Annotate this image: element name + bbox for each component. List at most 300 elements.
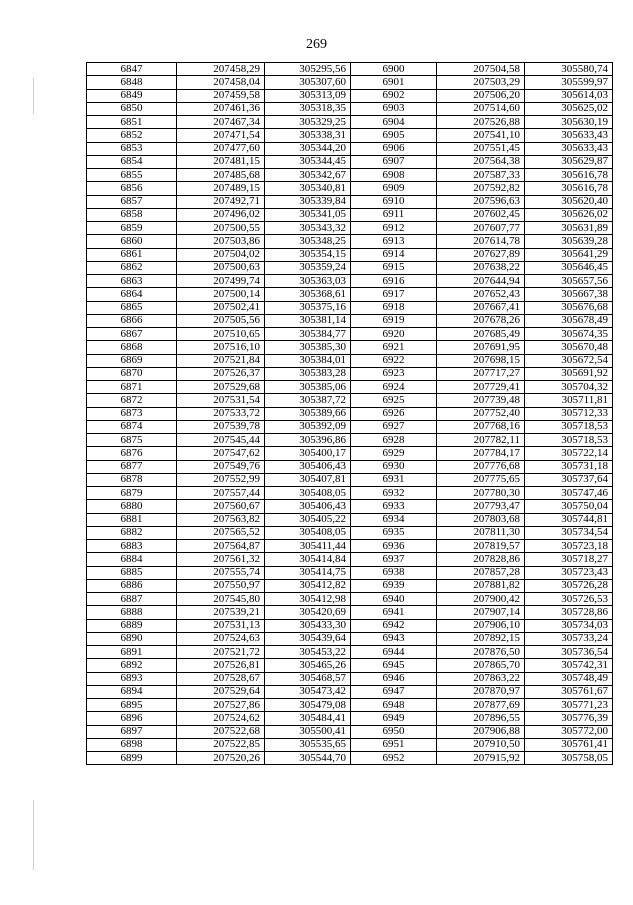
coordinate-cell: 305392,09 <box>265 420 351 433</box>
table-row <box>87 420 613 433</box>
table-row <box>87 593 613 606</box>
coordinate-cell: 305389,66 <box>265 407 351 420</box>
coordinate-cell: 207776,68 <box>437 460 525 473</box>
point-number-cell: 6952 <box>351 752 437 765</box>
coordinate-cell: 207499,74 <box>177 275 265 288</box>
table-row <box>87 248 613 261</box>
coordinate-cell: 207698,15 <box>437 354 525 367</box>
coordinate-cell: 305718,53 <box>525 420 613 433</box>
table-row <box>87 288 613 301</box>
coordinate-cell: 305384,01 <box>265 354 351 367</box>
coordinate-cell: 207541,10 <box>437 129 525 142</box>
coordinate-cell: 305343,32 <box>265 222 351 235</box>
coordinate-cell: 207477,60 <box>177 142 265 155</box>
coordinate-cell: 207557,44 <box>177 487 265 500</box>
coordinate-cell: 207524,63 <box>177 632 265 645</box>
coordinate-cell: 207527,86 <box>177 699 265 712</box>
coordinate-cell: 305616,78 <box>525 169 613 182</box>
table-row <box>87 341 613 354</box>
coordinate-cell: 207516,10 <box>177 341 265 354</box>
coordinate-cell: 305736,54 <box>525 646 613 659</box>
coordinate-cell: 207652,43 <box>437 288 525 301</box>
coordinate-cell: 305670,48 <box>525 341 613 354</box>
coordinate-cell: 207545,80 <box>177 593 265 606</box>
coordinate-cell: 305614,03 <box>525 89 613 102</box>
point-number-cell: 6946 <box>351 672 437 685</box>
point-number-cell: 6940 <box>351 593 437 606</box>
point-number-cell: 6887 <box>87 593 177 606</box>
point-number-cell: 6921 <box>351 341 437 354</box>
table-row <box>87 473 613 486</box>
coordinate-cell: 305704,32 <box>525 381 613 394</box>
table-row <box>87 76 613 89</box>
table-row <box>87 63 613 76</box>
coordinate-cell: 305723,18 <box>525 540 613 553</box>
coordinate-cell: 305758,05 <box>525 752 613 765</box>
point-number-cell: 6918 <box>351 301 437 314</box>
point-number-cell: 6889 <box>87 619 177 632</box>
coordinate-cell: 207811,30 <box>437 526 525 539</box>
coordinate-cell: 207896,55 <box>437 712 525 725</box>
table-row <box>87 712 613 725</box>
table-row <box>87 553 613 566</box>
coordinate-cell: 305657,56 <box>525 275 613 288</box>
point-number-cell: 6895 <box>87 699 177 712</box>
coordinate-cell: 207551,45 <box>437 142 525 155</box>
table-row <box>87 513 613 526</box>
coordinate-cell: 305414,75 <box>265 566 351 579</box>
coordinate-cell: 305479,08 <box>265 699 351 712</box>
coordinate-cell: 207752,40 <box>437 407 525 420</box>
point-number-cell: 6856 <box>87 182 177 195</box>
point-number-cell: 6861 <box>87 248 177 261</box>
coordinate-cell: 207481,15 <box>177 155 265 168</box>
table-row <box>87 434 613 447</box>
coordinate-cell: 207521,84 <box>177 354 265 367</box>
point-number-cell: 6920 <box>351 328 437 341</box>
point-number-cell: 6880 <box>87 500 177 513</box>
coordinate-cell: 207502,41 <box>177 301 265 314</box>
coordinate-cell: 305387,72 <box>265 394 351 407</box>
point-number-cell: 6904 <box>351 116 437 129</box>
point-number-cell: 6912 <box>351 222 437 235</box>
coordinate-cell: 305750,04 <box>525 500 613 513</box>
coordinate-cell: 207528,67 <box>177 672 265 685</box>
coordinate-cell: 207520,26 <box>177 752 265 765</box>
coordinate-cell: 207458,29 <box>177 63 265 76</box>
coordinate-cell: 207644,94 <box>437 275 525 288</box>
coordinate-cell: 305667,38 <box>525 288 613 301</box>
coordinate-cell: 207555,74 <box>177 566 265 579</box>
point-number-cell: 6922 <box>351 354 437 367</box>
point-number-cell: 6855 <box>87 169 177 182</box>
coordinate-cell: 305776,39 <box>525 712 613 725</box>
point-number-cell: 6909 <box>351 182 437 195</box>
table-row <box>87 89 613 102</box>
coordinate-cell: 207526,88 <box>437 116 525 129</box>
table-row <box>87 394 613 407</box>
point-number-cell: 6884 <box>87 553 177 566</box>
coordinate-cell: 305761,41 <box>525 738 613 751</box>
table-row <box>87 566 613 579</box>
coordinate-cell: 305384,77 <box>265 328 351 341</box>
coordinate-cell: 305728,86 <box>525 606 613 619</box>
coordinate-cell: 207504,02 <box>177 248 265 261</box>
coordinate-cell: 207526,37 <box>177 367 265 380</box>
point-number-cell: 6870 <box>87 367 177 380</box>
coordinate-cell: 305771,23 <box>525 699 613 712</box>
point-number-cell: 6931 <box>351 473 437 486</box>
point-number-cell: 6848 <box>87 76 177 89</box>
coordinate-cell: 207492,71 <box>177 195 265 208</box>
coordinate-cell: 207819,57 <box>437 540 525 553</box>
point-number-cell: 6938 <box>351 566 437 579</box>
coordinate-cell: 207638,22 <box>437 261 525 274</box>
coordinate-cell: 305439,64 <box>265 632 351 645</box>
coordinate-cell: 305629,87 <box>525 155 613 168</box>
coordinate-cell: 207522,85 <box>177 738 265 751</box>
coordinate-cell: 207500,55 <box>177 222 265 235</box>
coordinate-cell: 305363,03 <box>265 275 351 288</box>
point-number-cell: 6858 <box>87 208 177 221</box>
point-number-cell: 6928 <box>351 434 437 447</box>
coordinate-cell: 207877,69 <box>437 699 525 712</box>
coordinate-cell: 207739,48 <box>437 394 525 407</box>
point-number-cell: 6871 <box>87 381 177 394</box>
coordinate-cell: 207775,65 <box>437 473 525 486</box>
coordinate-cell: 305465,26 <box>265 659 351 672</box>
table-row <box>87 116 613 129</box>
coordinate-cell: 305383,28 <box>265 367 351 380</box>
point-number-cell: 6867 <box>87 328 177 341</box>
point-number-cell: 6890 <box>87 632 177 645</box>
coordinate-cell: 305633,43 <box>525 142 613 155</box>
point-number-cell: 6865 <box>87 301 177 314</box>
coordinate-cell: 207503,86 <box>177 235 265 248</box>
coordinate-cell: 305412,82 <box>265 579 351 592</box>
table-row <box>87 129 613 142</box>
coordinate-cell: 305633,43 <box>525 129 613 142</box>
coordinate-cell: 305535,65 <box>265 738 351 751</box>
coordinate-cell: 207717,27 <box>437 367 525 380</box>
table-row <box>87 367 613 380</box>
table-row <box>87 540 613 553</box>
coordinate-cell: 207667,41 <box>437 301 525 314</box>
coordinate-cell: 207876,50 <box>437 646 525 659</box>
point-number-cell: 6900 <box>351 63 437 76</box>
coordinate-cell: 207524,62 <box>177 712 265 725</box>
table-row <box>87 646 613 659</box>
point-number-cell: 6917 <box>351 288 437 301</box>
point-number-cell: 6903 <box>351 102 437 115</box>
table-row <box>87 142 613 155</box>
table-row <box>87 407 613 420</box>
coordinate-cell: 305412,98 <box>265 593 351 606</box>
coordinate-cell: 207506,20 <box>437 89 525 102</box>
point-number-cell: 6852 <box>87 129 177 142</box>
coordinate-cell: 207857,28 <box>437 566 525 579</box>
point-number-cell: 6929 <box>351 447 437 460</box>
coordinate-cell: 207560,67 <box>177 500 265 513</box>
point-number-cell: 6910 <box>351 195 437 208</box>
point-number-cell: 6908 <box>351 169 437 182</box>
coordinate-cell: 305712,33 <box>525 407 613 420</box>
coordinate-cell: 305344,45 <box>265 155 351 168</box>
point-number-cell: 6935 <box>351 526 437 539</box>
point-number-cell: 6939 <box>351 579 437 592</box>
coordinate-cell: 207547,62 <box>177 447 265 460</box>
point-number-cell: 6914 <box>351 248 437 261</box>
point-number-cell: 6899 <box>87 752 177 765</box>
coordinates-table-body <box>87 63 613 765</box>
coordinate-cell: 305318,35 <box>265 102 351 115</box>
table-row <box>87 301 613 314</box>
coordinate-cell: 207793,47 <box>437 500 525 513</box>
coordinate-cell: 207522,68 <box>177 725 265 738</box>
coordinate-cell: 305734,54 <box>525 526 613 539</box>
coordinate-cell: 305473,42 <box>265 685 351 698</box>
coordinate-cell: 305772,00 <box>525 725 613 738</box>
coordinate-cell: 305641,29 <box>525 248 613 261</box>
point-number-cell: 6950 <box>351 725 437 738</box>
coordinate-cell: 305381,14 <box>265 314 351 327</box>
coordinate-cell: 305340,81 <box>265 182 351 195</box>
table-row <box>87 195 613 208</box>
coordinate-cell: 207514,60 <box>437 102 525 115</box>
point-number-cell: 6913 <box>351 235 437 248</box>
coordinate-cell: 305484,41 <box>265 712 351 725</box>
coordinate-cell: 207552,99 <box>177 473 265 486</box>
coordinate-cell: 305414,84 <box>265 553 351 566</box>
coordinate-cell: 305718,27 <box>525 553 613 566</box>
table-row <box>87 328 613 341</box>
point-number-cell: 6925 <box>351 394 437 407</box>
point-number-cell: 6941 <box>351 606 437 619</box>
table-row <box>87 725 613 738</box>
point-number-cell: 6930 <box>351 460 437 473</box>
table-row <box>87 275 613 288</box>
coordinate-cell: 207915,92 <box>437 752 525 765</box>
coordinate-cell: 207561,32 <box>177 553 265 566</box>
coordinate-cell: 305396,86 <box>265 434 351 447</box>
coordinate-cell: 305722,14 <box>525 447 613 460</box>
coordinate-cell: 305672,54 <box>525 354 613 367</box>
coordinate-cell: 305748,49 <box>525 672 613 685</box>
coordinate-cell: 305625,02 <box>525 102 613 115</box>
coordinate-cell: 207768,16 <box>437 420 525 433</box>
coordinate-cell: 305406,43 <box>265 460 351 473</box>
coordinate-cell: 207678,26 <box>437 314 525 327</box>
coordinate-cell: 207505,56 <box>177 314 265 327</box>
coordinate-cell: 207906,88 <box>437 725 525 738</box>
coordinate-cell: 305354,15 <box>265 248 351 261</box>
coordinate-cell: 207729,41 <box>437 381 525 394</box>
coordinate-cell: 207828,86 <box>437 553 525 566</box>
coordinate-cell: 305678,49 <box>525 314 613 327</box>
coordinate-cell: 305747,46 <box>525 487 613 500</box>
coordinate-cell: 305620,40 <box>525 195 613 208</box>
table-row <box>87 314 613 327</box>
coordinate-cell: 305295,56 <box>265 63 351 76</box>
coordinate-cell: 207863,22 <box>437 672 525 685</box>
point-number-cell: 6902 <box>351 89 437 102</box>
table-row <box>87 685 613 698</box>
point-number-cell: 6850 <box>87 102 177 115</box>
coordinate-cell: 207545,44 <box>177 434 265 447</box>
table-row <box>87 632 613 645</box>
point-number-cell: 6892 <box>87 659 177 672</box>
point-number-cell: 6949 <box>351 712 437 725</box>
point-number-cell: 6878 <box>87 473 177 486</box>
point-number-cell: 6876 <box>87 447 177 460</box>
table-row <box>87 235 613 248</box>
table-row <box>87 182 613 195</box>
coordinate-cell: 207471,54 <box>177 129 265 142</box>
point-number-cell: 6882 <box>87 526 177 539</box>
point-number-cell: 6915 <box>351 261 437 274</box>
coordinate-cell: 207907,14 <box>437 606 525 619</box>
coordinate-cell: 207596,63 <box>437 195 525 208</box>
coordinate-cell: 207602,45 <box>437 208 525 221</box>
coordinate-cell: 207531,13 <box>177 619 265 632</box>
coordinate-cell: 207881,82 <box>437 579 525 592</box>
coordinate-cell: 207691,95 <box>437 341 525 354</box>
point-number-cell: 6923 <box>351 367 437 380</box>
coordinate-cell: 305500,41 <box>265 725 351 738</box>
coordinate-cell: 207900,42 <box>437 593 525 606</box>
point-number-cell: 6937 <box>351 553 437 566</box>
coordinate-cell: 305734,03 <box>525 619 613 632</box>
point-number-cell: 6873 <box>87 407 177 420</box>
table-row <box>87 619 613 632</box>
point-number-cell: 6874 <box>87 420 177 433</box>
coordinate-cell: 305433,30 <box>265 619 351 632</box>
coordinate-cell: 305359,24 <box>265 261 351 274</box>
point-number-cell: 6883 <box>87 540 177 553</box>
coordinate-cell: 305341,05 <box>265 208 351 221</box>
table-row <box>87 738 613 751</box>
table-row <box>87 460 613 473</box>
table-row <box>87 354 613 367</box>
coordinate-cell: 207592,82 <box>437 182 525 195</box>
point-number-cell: 6948 <box>351 699 437 712</box>
coordinate-cell: 207685,49 <box>437 328 525 341</box>
point-number-cell: 6943 <box>351 632 437 645</box>
coordinate-cell: 207510,65 <box>177 328 265 341</box>
table-row <box>87 659 613 672</box>
table-row <box>87 155 613 168</box>
coordinate-cell: 207539,78 <box>177 420 265 433</box>
coordinate-cell: 207531,54 <box>177 394 265 407</box>
point-number-cell: 6933 <box>351 500 437 513</box>
coordinate-cell: 207539,21 <box>177 606 265 619</box>
coordinate-cell: 305329,25 <box>265 116 351 129</box>
point-number-cell: 6881 <box>87 513 177 526</box>
coordinate-cell: 207564,87 <box>177 540 265 553</box>
point-number-cell: 6893 <box>87 672 177 685</box>
point-number-cell: 6927 <box>351 420 437 433</box>
point-number-cell: 6857 <box>87 195 177 208</box>
point-number-cell: 6851 <box>87 116 177 129</box>
point-number-cell: 6942 <box>351 619 437 632</box>
point-number-cell: 6847 <box>87 63 177 76</box>
table-row <box>87 261 613 274</box>
point-number-cell: 6859 <box>87 222 177 235</box>
coordinate-cell: 207496,02 <box>177 208 265 221</box>
coordinate-cell: 305385,06 <box>265 381 351 394</box>
coordinate-cell: 207564,38 <box>437 155 525 168</box>
coordinate-cell: 305744,81 <box>525 513 613 526</box>
coordinate-cell: 305631,89 <box>525 222 613 235</box>
coordinate-cell: 207461,36 <box>177 102 265 115</box>
coordinate-cell: 305453,22 <box>265 646 351 659</box>
point-number-cell: 6905 <box>351 129 437 142</box>
coordinate-cell: 305674,35 <box>525 328 613 341</box>
coordinate-cell: 207910,50 <box>437 738 525 751</box>
table-row <box>87 699 613 712</box>
coordinate-cell: 207526,81 <box>177 659 265 672</box>
point-number-cell: 6944 <box>351 646 437 659</box>
coordinates-table <box>86 62 613 765</box>
table-row <box>87 208 613 221</box>
point-number-cell: 6896 <box>87 712 177 725</box>
coordinate-cell: 207500,14 <box>177 288 265 301</box>
coordinate-cell: 207459,58 <box>177 89 265 102</box>
coordinate-cell: 207565,52 <box>177 526 265 539</box>
coordinate-cell: 207784,17 <box>437 447 525 460</box>
coordinate-cell: 207906,10 <box>437 619 525 632</box>
coordinate-cell: 207780,30 <box>437 487 525 500</box>
point-number-cell: 6932 <box>351 487 437 500</box>
coordinate-cell: 207533,72 <box>177 407 265 420</box>
scan-margin-mark <box>33 78 34 114</box>
table-row <box>87 672 613 685</box>
table-row <box>87 526 613 539</box>
point-number-cell: 6868 <box>87 341 177 354</box>
coordinate-cell: 305313,09 <box>265 89 351 102</box>
point-number-cell: 6924 <box>351 381 437 394</box>
point-number-cell: 6907 <box>351 155 437 168</box>
table-row <box>87 169 613 182</box>
coordinate-cell: 207865,70 <box>437 659 525 672</box>
point-number-cell: 6863 <box>87 275 177 288</box>
point-number-cell: 6877 <box>87 460 177 473</box>
coordinate-cell: 305626,02 <box>525 208 613 221</box>
table-row <box>87 487 613 500</box>
coordinate-cell: 305711,81 <box>525 394 613 407</box>
coordinate-cell: 305616,78 <box>525 182 613 195</box>
coordinate-cell: 207489,15 <box>177 182 265 195</box>
point-number-cell: 6897 <box>87 725 177 738</box>
point-number-cell: 6894 <box>87 685 177 698</box>
table-row <box>87 222 613 235</box>
coordinate-cell: 305368,61 <box>265 288 351 301</box>
coordinate-cell: 305307,60 <box>265 76 351 89</box>
point-number-cell: 6886 <box>87 579 177 592</box>
point-number-cell: 6926 <box>351 407 437 420</box>
coordinate-cell: 207485,68 <box>177 169 265 182</box>
point-number-cell: 6854 <box>87 155 177 168</box>
coordinate-cell: 305718,53 <box>525 434 613 447</box>
coordinate-cell: 207529,64 <box>177 685 265 698</box>
coordinate-cell: 305726,53 <box>525 593 613 606</box>
coordinate-cell: 305726,28 <box>525 579 613 592</box>
point-number-cell: 6919 <box>351 314 437 327</box>
point-number-cell: 6936 <box>351 540 437 553</box>
coordinate-cell: 207563,82 <box>177 513 265 526</box>
coordinate-cell: 305338,31 <box>265 129 351 142</box>
coordinate-cell: 305733,24 <box>525 632 613 645</box>
